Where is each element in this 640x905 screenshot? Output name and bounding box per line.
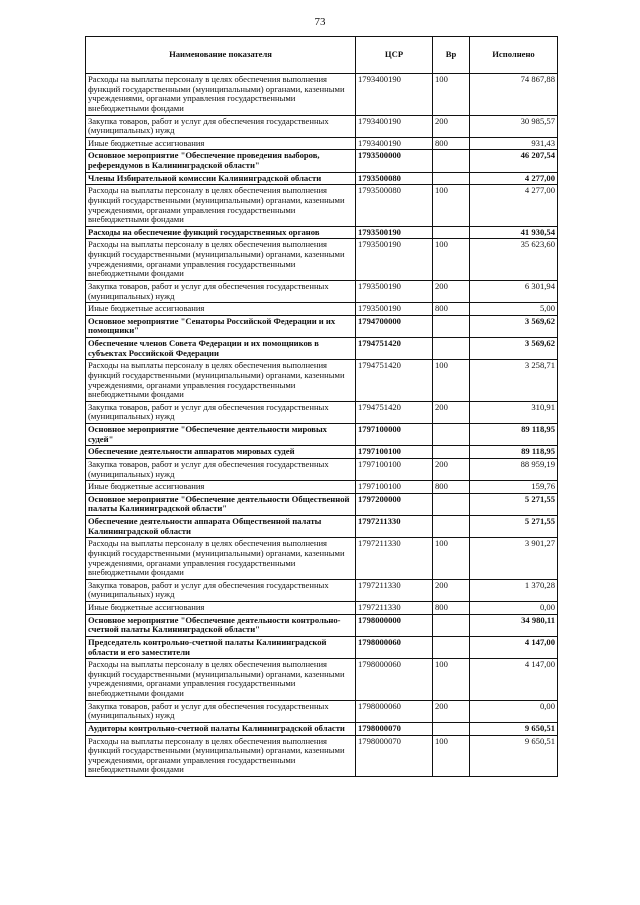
cell-executed: 4 147,00 [470,659,558,701]
cell-name: Расходы на выплаты персоналу в целях обеспечения выполнения функций государственными (муниципальными) органами, казенными учреждениями, органами управления государственными внебюджетными фондами [86,659,356,701]
cell-name: Расходы на выплаты персоналу в целях обеспечения выполнения функций государственными (муниципальными) органами, казенными учреждениями, органами управления государственными внебюджетными фондами [86,360,356,402]
cell-csr: 1793500080 [356,185,433,227]
table-row [86,446,558,459]
cell-executed: 0,00 [470,700,558,722]
table-row [86,172,558,185]
cell-executed: 5 271,55 [470,516,558,538]
cell-executed: 3 901,27 [470,538,558,580]
cell-name: Расходы на выплаты персоналу в целях обеспечения выполнения функций государственными (муниципальными) органами, казенными учреждениями, органами управления государственными внебюджетными фондами [86,185,356,227]
cell-vr: 800 [433,137,470,150]
cell-csr: 1793400190 [356,115,433,137]
cell-csr: 1793500000 [356,150,433,172]
cell-vr [433,315,470,337]
cell-vr: 200 [433,700,470,722]
table-row [86,280,558,302]
cell-csr: 1797211330 [356,538,433,580]
cell-vr: 800 [433,602,470,615]
cell-executed: 89 118,95 [470,446,558,459]
header-executed: Исполнено [470,37,558,74]
cell-vr: 800 [433,481,470,494]
table-row [86,137,558,150]
cell-executed: 3 258,71 [470,360,558,402]
table-row [86,360,558,402]
cell-executed: 46 207,54 [470,150,558,172]
table-row [86,338,558,360]
cell-name: Закупка товаров, работ и услуг для обеспечения государственных (муниципальных) нужд [86,401,356,423]
cell-name: Обеспечение деятельности аппаратов мировых судей [86,446,356,459]
cell-csr: 1793500190 [356,303,433,316]
cell-executed: 4 277,00 [470,172,558,185]
table-row [86,315,558,337]
cell-name: Закупка товаров, работ и услуг для обеспечения государственных (муниципальных) нужд [86,458,356,480]
cell-vr: 200 [433,579,470,601]
cell-name: Председатель контрольно-счетной палаты Калининградской области и его заместители [86,636,356,658]
cell-name: Аудиторы контрольно-счетной палаты Калининградской области [86,722,356,735]
cell-executed: 4 277,00 [470,185,558,227]
cell-executed: 9 650,51 [470,722,558,735]
cell-csr: 1794751420 [356,338,433,360]
table-row [86,185,558,227]
table-row [86,115,558,137]
cell-executed: 41 930,54 [470,226,558,239]
table-row [86,659,558,701]
cell-csr: 1794751420 [356,401,433,423]
table-row [86,700,558,722]
cell-name: Закупка товаров, работ и услуг для обеспечения государственных (муниципальных) нужд [86,115,356,137]
cell-name: Иные бюджетные ассигнования [86,303,356,316]
cell-executed: 931,43 [470,137,558,150]
cell-executed: 3 569,62 [470,315,558,337]
cell-executed: 9 650,51 [470,735,558,777]
cell-executed: 88 959,19 [470,458,558,480]
cell-csr: 1797211330 [356,579,433,601]
cell-vr [433,150,470,172]
cell-executed: 34 980,11 [470,614,558,636]
cell-name: Члены Избирательной комиссии Калининградской области [86,172,356,185]
table-body [86,74,558,777]
table-row [86,538,558,580]
cell-csr: 1794700000 [356,315,433,337]
page-number: 73 [314,16,326,28]
cell-vr: 100 [433,735,470,777]
cell-executed: 89 118,95 [470,424,558,446]
table-row [86,636,558,658]
cell-csr: 1797100100 [356,446,433,459]
cell-csr: 1794751420 [356,360,433,402]
cell-csr: 1798000070 [356,722,433,735]
cell-name: Расходы на обеспечение функций государственных органов [86,226,356,239]
cell-executed: 5 271,55 [470,493,558,515]
cell-vr [433,446,470,459]
cell-name: Расходы на выплаты персоналу в целях обеспечения выполнения функций государственными (муниципальными) органами, казенными учреждениями, органами управления государственными внебюджетными фондами [86,538,356,580]
cell-csr: 1797100100 [356,458,433,480]
table-row [86,239,558,281]
table-row [86,614,558,636]
cell-executed: 159,76 [470,481,558,494]
table-row [86,579,558,601]
cell-name: Основное мероприятие "Обеспечение деятельности Общественной палаты Калининградской области" [86,493,356,515]
cell-csr: 1793500190 [356,226,433,239]
cell-name: Иные бюджетные ассигнования [86,602,356,615]
cell-executed: 35 623,60 [470,239,558,281]
cell-csr: 1798000000 [356,614,433,636]
cell-vr [433,338,470,360]
cell-csr: 1793500190 [356,280,433,302]
table-row [86,226,558,239]
table-row [86,735,558,777]
cell-executed: 4 147,00 [470,636,558,658]
cell-csr: 1797200000 [356,493,433,515]
header-name: Наименование показателя [86,37,356,74]
cell-csr: 1798000060 [356,659,433,701]
cell-name: Основное мероприятие "Обеспечение деятельности мировых судей" [86,424,356,446]
table-header-row [86,37,558,74]
cell-vr [433,516,470,538]
table-row [86,481,558,494]
cell-name: Основное мероприятие "Обеспечение деятельности контрольно-счетной палаты Калининградской области" [86,614,356,636]
cell-executed: 310,91 [470,401,558,423]
cell-csr: 1793400190 [356,137,433,150]
cell-csr: 1793400190 [356,74,433,116]
cell-vr [433,226,470,239]
budget-execution-table [85,36,558,777]
cell-vr [433,722,470,735]
cell-name: Иные бюджетные ассигнования [86,481,356,494]
cell-name: Обеспечение деятельности аппарата Общественной палаты Калининградской области [86,516,356,538]
cell-vr [433,172,470,185]
cell-vr: 100 [433,74,470,116]
cell-name: Закупка товаров, работ и услуг для обеспечения государственных (муниципальных) нужд [86,280,356,302]
cell-executed: 6 301,94 [470,280,558,302]
table-row [86,424,558,446]
table-row [86,722,558,735]
cell-csr: 1793500190 [356,239,433,281]
table-row [86,458,558,480]
cell-name: Основное мероприятие "Сенаторы Российской Федерации и их помощники" [86,315,356,337]
cell-vr [433,424,470,446]
cell-name: Обеспечение членов Совета Федерации и их помощников в субъектах Российской Федерации [86,338,356,360]
table-row [86,303,558,316]
cell-name: Закупка товаров, работ и услуг для обеспечения государственных (муниципальных) нужд [86,579,356,601]
cell-csr: 1797211330 [356,602,433,615]
cell-csr: 1798000070 [356,735,433,777]
cell-csr: 1798000060 [356,700,433,722]
table-row [86,516,558,538]
cell-vr: 200 [433,115,470,137]
cell-vr: 800 [433,303,470,316]
header-csr: ЦСР [356,37,433,74]
cell-vr: 100 [433,239,470,281]
cell-csr: 1797211330 [356,516,433,538]
table-row [86,74,558,116]
cell-name: Расходы на выплаты персоналу в целях обеспечения выполнения функций государственными (муниципальными) органами, казенными учреждениями, органами управления государственными внебюджетными фондами [86,735,356,777]
cell-name: Расходы на выплаты персоналу в целях обеспечения выполнения функций государственными (муниципальными) органами, казенными учреждениями, органами управления государственными внебюджетными фондами [86,74,356,116]
cell-executed: 0,00 [470,602,558,615]
table-row [86,150,558,172]
cell-executed: 74 867,88 [470,74,558,116]
cell-name: Основное мероприятие "Обеспечение проведения выборов, референдумов в Калининградской области" [86,150,356,172]
cell-name: Закупка товаров, работ и услуг для обеспечения государственных (муниципальных) нужд [86,700,356,722]
cell-executed: 1 370,28 [470,579,558,601]
cell-vr: 100 [433,360,470,402]
cell-name: Расходы на выплаты персоналу в целях обеспечения выполнения функций государственными (муниципальными) органами, казенными учреждениями, органами управления государственными внебюджетными фондами [86,239,356,281]
cell-vr [433,636,470,658]
cell-vr [433,614,470,636]
cell-vr: 100 [433,538,470,580]
table-row [86,401,558,423]
cell-name: Иные бюджетные ассигнования [86,137,356,150]
cell-csr: 1798000060 [356,636,433,658]
cell-csr: 1797100000 [356,424,433,446]
table-row [86,493,558,515]
cell-vr: 100 [433,659,470,701]
cell-csr: 1797100100 [356,481,433,494]
cell-csr: 1793500080 [356,172,433,185]
cell-vr: 200 [433,401,470,423]
cell-vr: 100 [433,185,470,227]
header-vr: Вр [433,37,470,74]
table-row [86,602,558,615]
cell-vr: 200 [433,280,470,302]
cell-executed: 5,00 [470,303,558,316]
cell-executed: 3 569,62 [470,338,558,360]
cell-vr [433,493,470,515]
cell-vr: 200 [433,458,470,480]
cell-executed: 30 985,57 [470,115,558,137]
